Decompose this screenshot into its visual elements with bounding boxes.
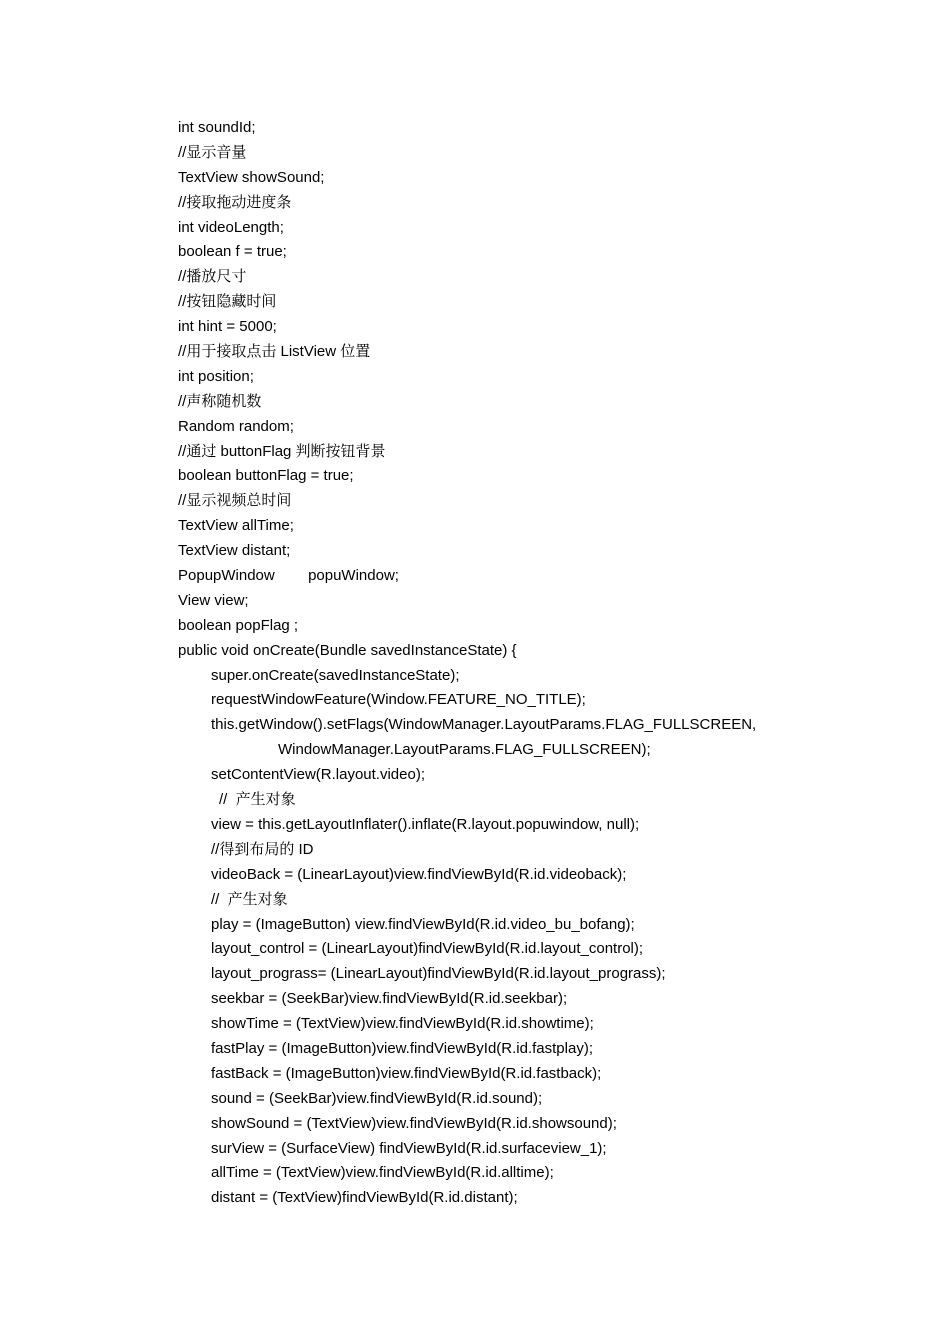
code-line: //声称随机数 — [178, 392, 262, 410]
code-line: boolean f = true; — [178, 243, 287, 261]
code-line: TextView showSound; — [178, 168, 325, 186]
code-line: //得到布局的 ID — [211, 840, 314, 858]
code-line: int position; — [178, 367, 254, 385]
code-line: public void onCreate(Bundle savedInstanceState) { — [178, 641, 517, 659]
code-line: distant = (TextView)findViewById(R.id.distant); — [211, 1189, 518, 1207]
code-line: fastPlay = (ImageButton)view.findViewById(R.id.fastplay); — [211, 1039, 593, 1057]
code-line: //用于接取点击 ListView 位置 — [178, 343, 371, 361]
code-line: super.onCreate(savedInstanceState); — [211, 666, 460, 684]
code-line: //按钮隐藏时间 — [178, 293, 277, 311]
code-line: // 产生对象 — [219, 791, 296, 809]
code-line: //接取拖动进度条 — [178, 193, 292, 211]
code-line: showSound = (TextView)view.findViewById(R.id.showsound); — [211, 1114, 617, 1132]
code-line: WindowManager.LayoutParams.FLAG_FULLSCREEN); — [278, 741, 651, 759]
code-line: sound = (SeekBar)view.findViewById(R.id.sound); — [211, 1089, 543, 1107]
code-line: boolean popFlag ; — [178, 616, 299, 634]
code-line: PopupWindow popuWindow; — [178, 567, 399, 585]
code-line: //显示视频总时间 — [178, 492, 292, 510]
code-line: Random random; — [178, 417, 294, 435]
code-line: fastBack = (ImageButton)view.findViewById(R.id.fastback); — [211, 1064, 602, 1082]
code-line: view = this.getLayoutInflater().inflate(R.layout.popuwindow, null); — [211, 815, 640, 833]
code-line: layout_control = (LinearLayout)findViewById(R.id.layout_control); — [211, 940, 644, 958]
code-line: play = (ImageButton) view.findViewById(R.id.video_bu_bofang); — [211, 915, 635, 933]
code-line: //播放尺寸 — [178, 268, 247, 286]
code-line: //显示音量 — [178, 143, 247, 161]
code-line: this.getWindow().setFlags(WindowManager.LayoutParams.FLAG_FULLSCREEN, — [211, 716, 757, 734]
code-line: boolean buttonFlag = true; — [178, 467, 354, 485]
code-line: int videoLength; — [178, 218, 284, 236]
code-line: layout_prograss= (LinearLayout)findViewById(R.id.layout_prograss); — [211, 965, 666, 983]
code-line: int soundId; — [178, 119, 256, 136]
code-line: //通过 buttonFlag 判断按钮背景 — [178, 442, 386, 460]
code-line: View view; — [178, 591, 249, 609]
code-line: videoBack = (LinearLayout)view.findViewById(R.id.videoback); — [211, 865, 627, 883]
code-line: TextView allTime; — [178, 517, 294, 535]
code-line: // 产生对象 — [211, 890, 288, 908]
code-line: showTime = (TextView)view.findViewById(R.id.showtime); — [211, 1015, 594, 1033]
code-line: surView = (SurfaceView) findViewById(R.id.surfaceview_1); — [211, 1139, 607, 1157]
code-line: allTime = (TextView)view.findViewById(R.id.alltime); — [211, 1164, 554, 1182]
code-listing — [178, 116, 878, 1211]
code-line: TextView distant; — [178, 542, 291, 560]
code-line: requestWindowFeature(Window.FEATURE_NO_TITLE); — [211, 691, 586, 709]
code-line: setContentView(R.layout.video); — [211, 766, 425, 784]
code-line: seekbar = (SeekBar)view.findViewById(R.id.seekbar); — [211, 990, 568, 1008]
code-line: int hint = 5000; — [178, 318, 277, 336]
